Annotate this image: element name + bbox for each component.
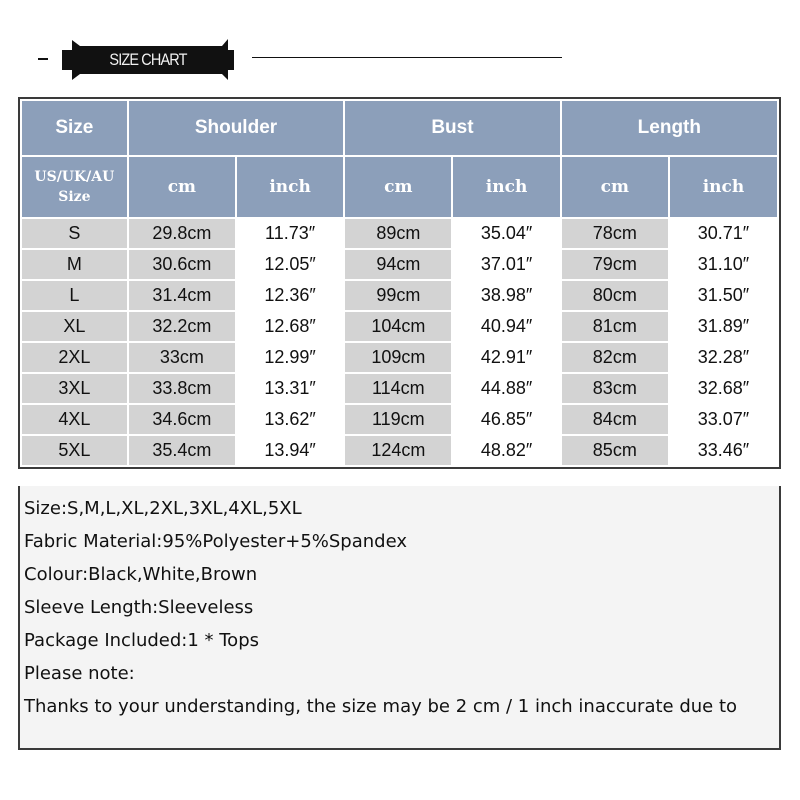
size-region-sublabel: Size	[58, 189, 91, 205]
cell-shoulder-inch: 13.31″	[237, 374, 343, 403]
cell-length-cm: 83cm	[562, 374, 668, 403]
cell-shoulder-inch: 12.36″	[237, 281, 343, 310]
cell-shoulder-cm: 31.4cm	[129, 281, 235, 310]
cell-length-inch: 31.89″	[670, 312, 777, 341]
table-row	[22, 374, 777, 403]
product-info	[18, 486, 781, 750]
unit-bust-cm: cm	[345, 157, 451, 217]
cell-length-cm: 78cm	[562, 219, 668, 248]
unit-shoulder-cm: cm	[129, 157, 235, 217]
cell-shoulder-cm: 35.4cm	[129, 436, 235, 465]
cell-length-cm: 81cm	[562, 312, 668, 341]
unit-bust-inch: inch	[453, 157, 559, 217]
cell-shoulder-cm: 34.6cm	[129, 405, 235, 434]
cell-length-cm: 79cm	[562, 250, 668, 279]
cell-bust-inch: 44.88″	[453, 374, 559, 403]
cell-bust-cm: 89cm	[345, 219, 451, 248]
cell-shoulder-inch: 12.68″	[237, 312, 343, 341]
info-note-heading: Please note:	[24, 663, 135, 684]
cell-size: M	[22, 250, 127, 279]
cell-size: XL	[22, 312, 127, 341]
cell-shoulder-cm: 29.8cm	[129, 219, 235, 248]
cell-bust-inch: 48.82″	[453, 436, 559, 465]
cell-shoulder-inch: 12.99″	[237, 343, 343, 372]
cell-shoulder-cm: 30.6cm	[129, 250, 235, 279]
info-colour: Colour:Black,White,Brown	[24, 564, 258, 585]
cell-length-cm: 85cm	[562, 436, 668, 465]
cell-size: L	[22, 281, 127, 310]
cell-bust-inch: 35.04″	[453, 219, 559, 248]
table-row	[22, 219, 777, 248]
unit-header-row	[22, 157, 777, 217]
cell-bust-cm: 119cm	[345, 405, 451, 434]
unit-length-inch: inch	[670, 157, 777, 217]
cell-size: 3XL	[22, 374, 127, 403]
cell-shoulder-inch: 12.05″	[237, 250, 343, 279]
table-row	[22, 281, 777, 310]
unit-length-cm: cm	[562, 157, 668, 217]
cell-length-inch: 33.07″	[670, 405, 777, 434]
header-dash	[38, 58, 48, 60]
cell-length-inch: 33.46″	[670, 436, 777, 465]
cell-length-inch: 32.68″	[670, 374, 777, 403]
cell-length-inch: 30.71″	[670, 219, 777, 248]
cell-shoulder-inch: 11.73″	[237, 219, 343, 248]
cell-bust-inch: 40.94″	[453, 312, 559, 341]
cell-size: 4XL	[22, 405, 127, 434]
cell-shoulder-cm: 33.8cm	[129, 374, 235, 403]
cell-shoulder-cm: 33cm	[129, 343, 235, 372]
header-bust: Bust	[345, 101, 559, 155]
cell-length-cm: 80cm	[562, 281, 668, 310]
cell-bust-inch: 42.91″	[453, 343, 559, 372]
info-fabric: Fabric Material:95%Polyester+5%Spandex	[24, 531, 408, 552]
cell-bust-cm: 94cm	[345, 250, 451, 279]
page-title: SIZE CHART	[109, 50, 187, 69]
cell-bust-inch: 38.98″	[453, 281, 559, 310]
cell-length-inch: 31.50″	[670, 281, 777, 310]
cell-bust-cm: 99cm	[345, 281, 451, 310]
header-size-region	[22, 157, 127, 217]
cell-size: S	[22, 219, 127, 248]
cell-bust-inch: 37.01″	[453, 250, 559, 279]
table-row	[22, 343, 777, 372]
info-note-text: Thanks to your understanding, the size may be 2 cm / 1 inch inaccurate due to	[24, 696, 738, 717]
size-region-label: US/UK/AU	[34, 169, 115, 185]
cell-shoulder-inch: 13.94″	[237, 436, 343, 465]
table-row	[22, 405, 777, 434]
cell-size: 2XL	[22, 343, 127, 372]
header-size: Size	[22, 101, 127, 155]
cell-bust-cm: 124cm	[345, 436, 451, 465]
table-row	[22, 436, 777, 465]
group-header-row	[22, 101, 777, 155]
cell-bust-cm: 104cm	[345, 312, 451, 341]
cell-length-cm: 82cm	[562, 343, 668, 372]
info-sleeve: Sleeve Length:Sleeveless	[24, 597, 254, 618]
cell-shoulder-cm: 32.2cm	[129, 312, 235, 341]
cell-length-cm: 84cm	[562, 405, 668, 434]
cell-bust-cm: 114cm	[345, 374, 451, 403]
cell-length-inch: 32.28″	[670, 343, 777, 372]
cell-length-inch: 31.10″	[670, 250, 777, 279]
header-shoulder: Shoulder	[129, 101, 343, 155]
cell-shoulder-inch: 13.62″	[237, 405, 343, 434]
header-rule	[252, 57, 562, 58]
table-row	[22, 312, 777, 341]
cell-size: 5XL	[22, 436, 127, 465]
info-sizes: Size:S,M,L,XL,2XL,3XL,4XL,5XL	[24, 498, 302, 519]
cell-bust-inch: 46.85″	[453, 405, 559, 434]
size-table	[18, 97, 781, 469]
header-length: Length	[562, 101, 777, 155]
cell-bust-cm: 109cm	[345, 343, 451, 372]
info-package: Package Included:1 * Tops	[24, 630, 259, 651]
table-row	[22, 250, 777, 279]
unit-shoulder-inch: inch	[237, 157, 343, 217]
